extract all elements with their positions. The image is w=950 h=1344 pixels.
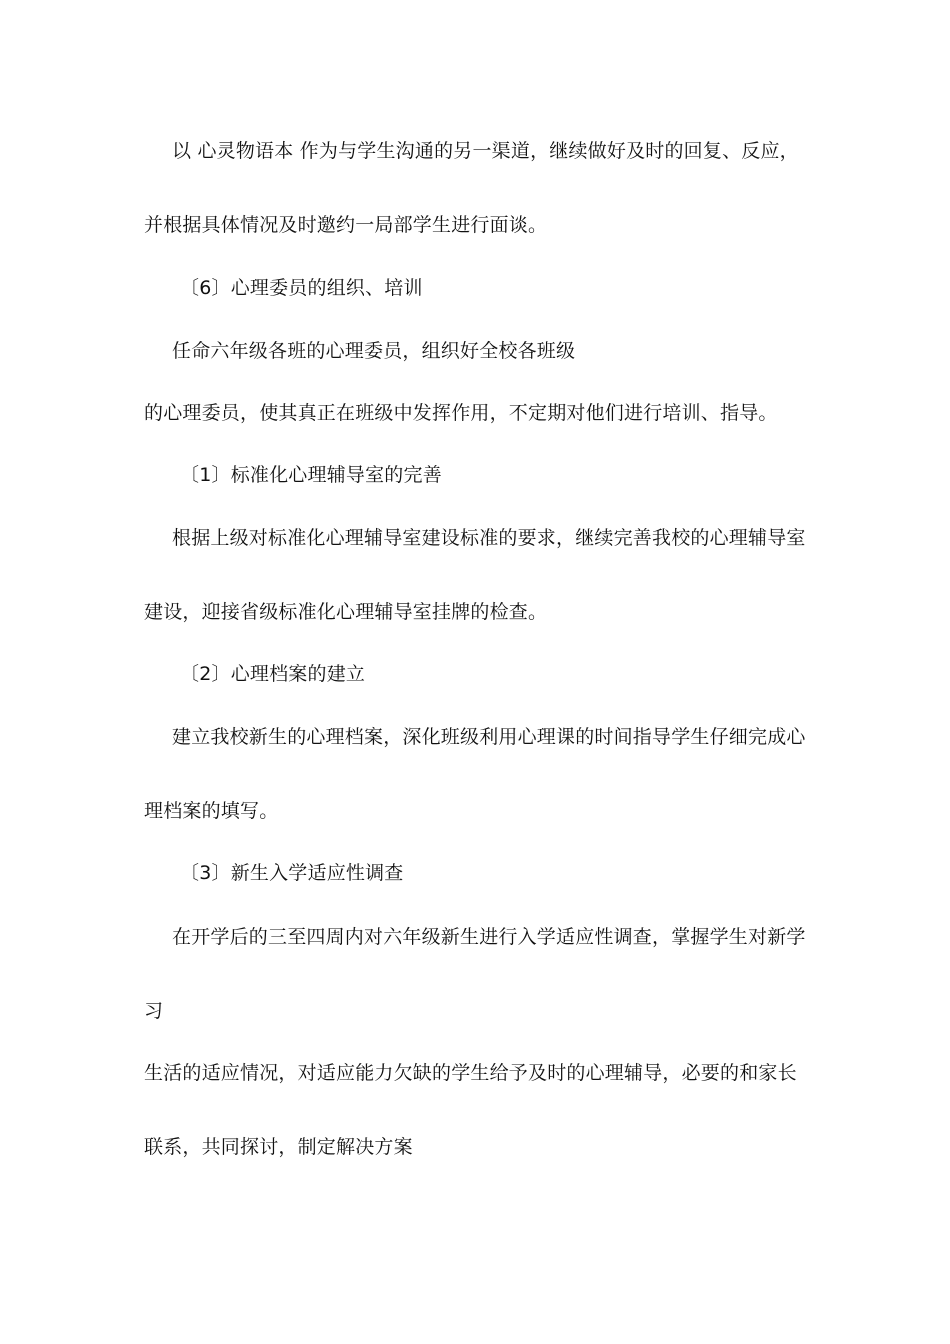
paragraph-line: 根据上级对标准化心理辅导室建设标准的要求，继续完善我校的心理辅导室: [172, 527, 806, 549]
paragraph-line: 以 心灵物语本 作为与学生沟通的另一渠道，继续做好及时的回复、反应，: [172, 140, 799, 162]
section-heading: 〔1〕标准化心理辅导室的完善: [180, 464, 442, 486]
section-heading: 〔6〕心理委员的组织、培训: [180, 277, 423, 299]
paragraph-line: 理档案的填写。: [144, 800, 279, 822]
paragraph-line: 并根据具体情况及时邀约一局部学生进行面谈。: [144, 214, 548, 236]
paragraph-line: 任命六年级各班的心理委员，组织好全校各班级: [172, 340, 576, 362]
paragraph-line: 联系，共同探讨，制定解决方案: [144, 1136, 413, 1158]
paragraph-line: 习: [144, 1000, 164, 1022]
paragraph-line: 建立我校新生的心理档案，深化班级利用心理课的时间指导学生仔细完成心: [172, 726, 806, 748]
section-heading: 〔2〕心理档案的建立: [180, 663, 366, 685]
paragraph-line: 在开学后的三至四周内对六年级新生进行入学适应性调查，掌握学生对新学: [172, 926, 806, 948]
paragraph-line: 建设，迎接省级标准化心理辅导室挂牌的检查。: [144, 601, 548, 623]
paragraph-line: 的心理委员，使其真正在班级中发挥作用，不定期对他们进行培训、指导。: [144, 402, 778, 424]
paragraph-line: 生活的适应情况，对适应能力欠缺的学生给予及时的心理辅导，必要的和家长: [144, 1062, 797, 1084]
section-heading: 〔3〕新生入学适应性调查: [180, 862, 404, 884]
